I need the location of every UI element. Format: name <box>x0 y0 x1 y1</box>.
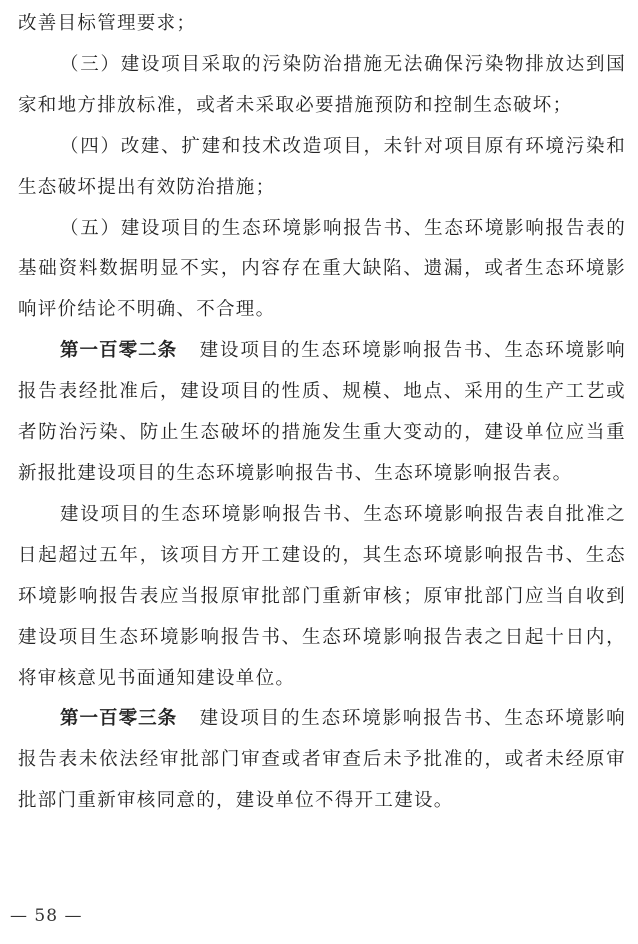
paragraph-item-5: （五）建设项目的生态环境影响报告书、生态环境影响报告表的基础资料数据明显不实，内容存在重大缺陷、遗漏，或者生态环境影响评价结论不明确、不合理。 <box>18 217 626 321</box>
article-102-paragraph-2: 建设项目的生态环境影响报告书、生态环境影响报告表自批准之日起超过五年，该项目方开工建设的，其生态环境影响报告书、生态环境影响报告表应当报原审批部门重新审核；原审批部门应当自收到建设项目生态环境影响报告书、生态环境影响报告表之日起十日内，将审核意见书面通知建设单位。 <box>18 503 626 689</box>
article-102 <box>18 331 626 495</box>
article-103 <box>18 699 626 822</box>
paragraph-item-4: （四）改建、扩建和技术改造项目，未针对项目原有环境污染和生态破坏提出有效防治措施； <box>18 135 626 198</box>
article-102-body: 建设项目的生态环境影响报告书、生态环境影响报告表经批准后，建设项目的性质、规模、地点、采用的生产工艺或者防治污染、防止生态破坏的措施发生重大变动的，建设单位应当重新报批建设项目的生态环境影响报告书、生态环境影响报告表。 <box>18 340 626 484</box>
page-number: — 58 — <box>10 906 83 926</box>
article-102-number: 第一百零二条 <box>60 340 178 362</box>
article-103-body: 建设项目的生态环境影响报告书、生态环境影响报告表未依法经审批部门审查或者审查后未予批准的，或者未经原审批部门重新审核同意的，建设单位不得开工建设。 <box>18 708 626 812</box>
paragraph-continuation: 改善目标管理要求； <box>18 13 197 34</box>
paragraph-item-3: （三）建设项目采取的污染防治措施无法确保污染物排放达到国家和地方排放标准，或者未采取必要措施预防和控制生态破坏； <box>18 53 626 116</box>
document-page <box>18 4 626 822</box>
article-103-number: 第一百零三条 <box>60 708 178 730</box>
